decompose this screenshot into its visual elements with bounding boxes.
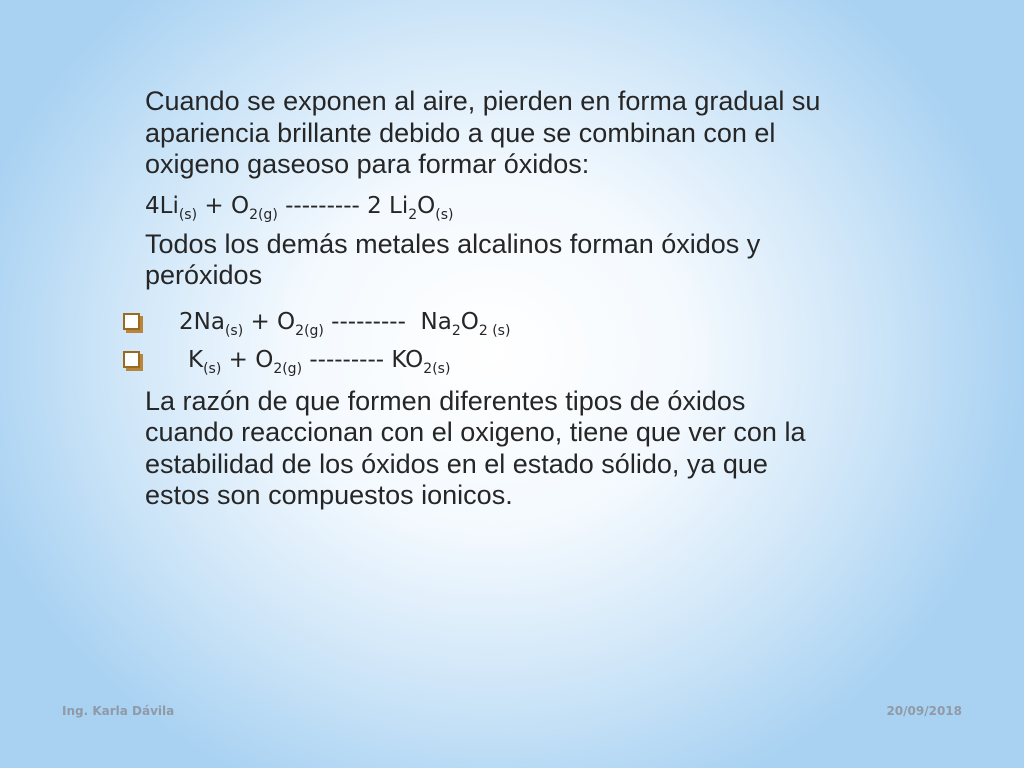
eq-subscript: (s) xyxy=(224,322,244,339)
checkbox-square-bullet-icon xyxy=(123,351,140,368)
equation-potassium xyxy=(188,345,450,375)
eq-subscript: (s) xyxy=(178,206,198,223)
paragraph-explanation: La razón de que formen diferentes tipos de óxidos cuando reaccionan con el oxigeno, tiene que ver con la estabilidad de los óxidos en el estado sólido, ya que estos son compuestos ionicos. xyxy=(145,385,806,510)
slide-content xyxy=(145,86,835,512)
bullet-item-sodium xyxy=(145,304,835,342)
equation-lithium xyxy=(145,191,835,221)
paragraph-other-metals: Todos los demás metales alcalinos forman óxidos y peróxidos xyxy=(145,228,761,290)
eq-subscript: 2(g) xyxy=(295,322,324,339)
eq-subscript: (s) xyxy=(435,206,454,223)
eq-text: + O xyxy=(221,346,274,373)
footer-date: 20/09/2018 xyxy=(886,704,962,718)
eq-subscript: 2(g) xyxy=(249,206,278,223)
eq-text: --------- 2 Li xyxy=(277,192,409,219)
eq-text: 2Na xyxy=(179,308,225,335)
eq-subscript: 2 (s) xyxy=(478,322,511,339)
eq-text: O xyxy=(417,192,436,219)
eq-text: 4Li xyxy=(145,192,179,219)
eq-subscript: 2(s) xyxy=(423,360,451,377)
eq-text: --------- KO xyxy=(302,346,424,373)
eq-subscript: 2 xyxy=(451,322,461,339)
eq-text: + O xyxy=(243,308,296,335)
eq-text: K xyxy=(188,346,204,373)
eq-subscript: 2(g) xyxy=(273,360,303,377)
bullet-item-potassium xyxy=(145,342,835,380)
eq-text: + O xyxy=(197,192,250,219)
equation-sodium xyxy=(179,307,510,337)
paragraph-oxidation: Cuando se exponen al aire, pierden en forma gradual su apariencia brillante debido a que se combinan con el oxigeno gaseoso para formar óxidos: xyxy=(145,86,821,179)
eq-subscript: 2 xyxy=(408,206,418,223)
footer-author: Ing. Karla Dávila xyxy=(62,704,175,718)
checkbox-square-bullet-icon xyxy=(123,313,140,330)
eq-text: O xyxy=(460,308,479,335)
eq-subscript: (s) xyxy=(203,360,222,377)
eq-text: --------- Na xyxy=(323,308,452,335)
